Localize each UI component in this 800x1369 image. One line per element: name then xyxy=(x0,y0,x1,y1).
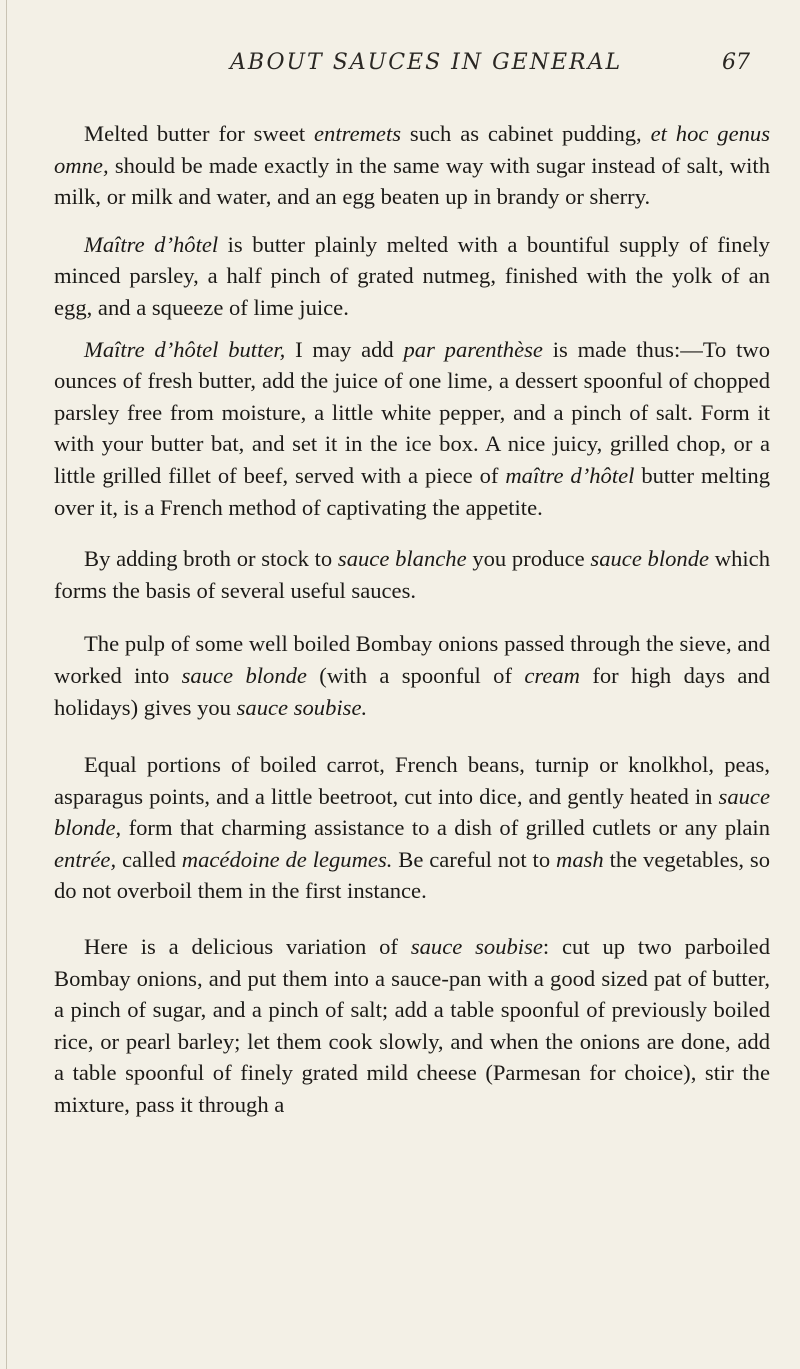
italic-phrase: entrée, xyxy=(54,846,117,872)
body-text xyxy=(54,118,770,1137)
italic-phrase: par parenthèse xyxy=(403,336,543,362)
italic-phrase: sauce soubise. xyxy=(236,694,368,720)
text-run: such as cabinet pudding, xyxy=(401,121,651,146)
text-run: : cut up two parboiled Bombay onions, and put them into a sauce-pan with a good sized pat of butter, a pinch of sugar, and a pinch of salt; add a table spoonful of previously boiled rice, or pearl barley; let them cook slowly, and when the onions are done, add a table spoonful of finely grated mild cheese (Parmesan for choice), stir the mixture, pass it through a xyxy=(54,934,770,1118)
italic-phrase: sauce blonde xyxy=(590,546,710,572)
running-head-title: ABOUT SAUCES IN GENERAL xyxy=(230,50,623,75)
text-run: butter melting over it, is a French method of captivating the appetite. xyxy=(54,462,770,520)
text-run: you produce xyxy=(466,546,591,572)
paragraph-soubise-variation xyxy=(54,931,770,1121)
paragraph-sauce-blonde xyxy=(54,543,770,606)
text-run: is made thus:—To two ounces of fresh butter, add the juice of one lime, a dessert spoonful of chopped parsley free from moisture, a little white pepper, and a pinch of salt. Form it with your butter bat, and set it in the ice box. A nice juicy, grilled chop, or a little grilled fillet of beef, served with a piece of xyxy=(54,336,771,488)
text-run: By adding broth or stock to xyxy=(84,546,338,572)
italic-phrase: sauce soubise xyxy=(410,934,543,960)
text-run: is butter plainly melted with a bountiful supply of finely minced parsley, a half pinch of grated nutmeg, finished with the yolk of an egg, and a squeeze of lime juice. xyxy=(54,231,770,320)
paragraph-melted-butter xyxy=(54,118,770,213)
text-run: form that charming assistance to a dish of grilled cutlets or any plain xyxy=(121,815,770,841)
text-run: should be made exactly in the same way with sugar instead of salt, with milk, or milk and water, and an egg beaten up in brandy or sherry. xyxy=(54,152,770,210)
italic-phrase: Maître d’hôtel butter, xyxy=(84,336,286,362)
italic-phrase: Maître d’hôtel xyxy=(84,231,219,257)
text-run: Equal portions of boiled carrot, French beans, turnip or knolkhol, peas, asparagus points, and a little beetroot, cut into dice, and gently heated in xyxy=(54,752,770,809)
text-run: for high days and holidays) gives you xyxy=(54,662,770,720)
italic-phrase: mash xyxy=(556,846,604,872)
page-number: 67 xyxy=(722,50,750,75)
text-run: Melted butter for sweet xyxy=(84,121,315,146)
italic-phrase: et hoc genus omne, xyxy=(54,121,770,178)
italic-phrase: maître d’hôtel xyxy=(505,462,635,488)
page-gutter-edge xyxy=(6,0,7,1369)
italic-phrase: cream xyxy=(524,662,580,688)
paragraph-maitre-d-hotel xyxy=(54,229,770,324)
italic-phrase: sauce blonde, xyxy=(54,783,770,841)
paragraph-maitre-d-hotel-butter xyxy=(54,334,770,524)
text-run: Here is a delicious variation of xyxy=(84,934,411,960)
running-head xyxy=(0,50,800,90)
text-run: (with a spoonful of xyxy=(306,662,525,688)
paragraph-macedoine xyxy=(54,749,770,907)
italic-phrase: sauce blanche xyxy=(337,546,467,572)
italic-phrase: macédoine de legumes. xyxy=(181,846,393,872)
text-run: Be careful not to xyxy=(392,846,556,872)
text-run: I may add xyxy=(285,336,404,362)
text-run: called xyxy=(116,846,182,872)
text-run: The pulp of some well boiled Bombay onions passed through the sieve, and worked into xyxy=(54,631,770,688)
italic-phrase: sauce blonde xyxy=(181,662,307,688)
paragraph-sauce-soubise xyxy=(54,628,770,723)
text-run: the vegetables, so do not overboil them in the first instance. xyxy=(54,846,770,904)
text-run: which forms the basis of several useful sauces. xyxy=(54,546,770,603)
italic-phrase: entremets xyxy=(314,121,402,146)
